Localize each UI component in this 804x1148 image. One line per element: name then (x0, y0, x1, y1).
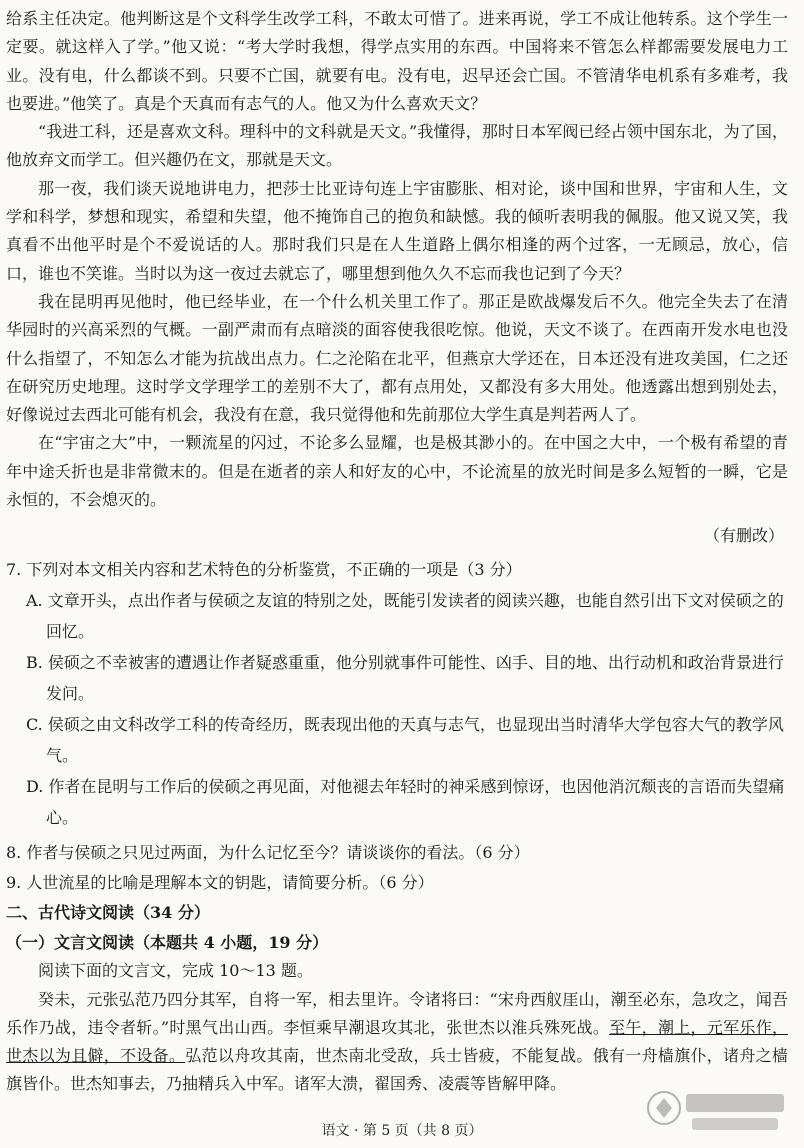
watermark-logo-icon (642, 1078, 792, 1142)
source-note: （有删改） (703, 526, 784, 546)
passage-paragraph-4: 我在昆明再见他时，他已经毕业，在一个什么机关里工作了。那正是欧战爆发后不久。他完全失去了在清华园时的兴高采烈的气概。一副严肃而有点暗淡的面容使我很吃惊。他说，天文不谈了。在西南开发水电也没什么指望了，不知怎么才能为抗战出点力。仁之沦陷在北平，但燕京大学还在，日本还没有进攻美国，仁之还在研究历史地理。这时学文学理学工的差别不大了，都有点用处，又都没有多大用处。他透露出想到别处去，好像说过去西北可能有机会，我没有在意，我只觉得他和先前那位大学生真是判若两人了。 (6, 291, 788, 425)
classical-text-part-1: 癸未，元张弘范乃四分其军，自将一军，相去里许。令诸将曰：“宋舟西舣厓山，潮至必东，急攻之，闻吾乐作乃战，违令者斩。”时黑气出山西。李恒乘早潮退攻其北，张世杰以淮兵殊死战。 (6, 989, 788, 1037)
subsection-heading-classical: （一）文言文阅读（本题共 4 小题，19 分） (6, 933, 329, 953)
question-7-stem: 7. 下列对本文相关内容和艺术特色的分析鉴赏，不正确的一项是（3 分） (6, 560, 522, 580)
question-7-option-c: C. 侯硕之由文科改学工科的传奇经历，既表现出他的天真与志气，也显现出当时清华大学包容大气的教学风气。 (26, 714, 784, 765)
reading-instruction: 阅读下面的文言文，完成 10～13 题。 (38, 961, 313, 981)
page-footer: 语文 · 第 5 页（共 8 页） (321, 1123, 483, 1139)
classical-text-part-2: 弘范以舟攻其南，世杰南北受敌，兵士皆疲，不能复战。俄有一舟樯旗仆，诸舟之樯旗皆仆。世杰知事去，乃抽精兵入中军。诸军大溃，翟国秀、凌震等皆解甲降。 (6, 1046, 788, 1094)
question-8: 8. 作者与侯硕之只见过两面，为什么记忆至今？请谈谈你的看法。（6 分） (6, 842, 530, 862)
question-7-option-b: B. 侯硕之不幸被害的遭遇让作者疑惑重重，他分别就事件可能性、凶手、目的地、出行动机和政治背景进行发问。 (26, 652, 784, 703)
question-7-option-a: A. 文章开头，点出作者与侯硕之友谊的特别之处，既能引发读者的阅读兴趣，也能自然引出下文对侯硕之的回忆。 (26, 590, 784, 641)
passage-paragraph-2: “我进工科，还是喜欢文科。理科中的文科就是天文。”我懂得，那时日本军阀已经占领中国东北，为了国，他放弃文而学工。但兴趣仍在文，那就是天文。 (6, 122, 788, 170)
section-heading-ancient: 二、古代诗文阅读（34 分） (6, 903, 210, 923)
passage-paragraph-3: 那一夜，我们谈天说地讲电力，把莎士比亚诗句连上宇宙膨胀、相对论，谈中国和世界，宇宙和人生，文学和科学，梦想和现实，希望和失望，他不掩饰自己的抱负和缺憾。我的倾听表明我的佩服。他又说又笑，我真看不出他平时是个不爱说话的人。那时我们只是在人生道路上偶尔相逢的两个过客，一无顾忌，放心，信口，谁也不笑谁。当时以为这一夜过去就忘了，哪里想到他久久不忘而我也记到了今天？ (6, 178, 788, 283)
passage-paragraph-1: 给系主任决定。他判断这是个文科学生改学工科，不敢太可惜了。进来再说，学工不成让他转系。这个学生一定要。就这样入了学。”他又说：“考大学时我想，得学点实用的东西。中国将来不管怎么样都需要发展电力工业。没有电，什么都谈不到。只要不亡国，就要有电。没有电，迟早还会亡国。不管清华电机系有多难考，我也要进。”他笑了。真是个天真而有志气的人。他又为什么喜欢天文？ (6, 9, 788, 113)
classical-underlined-sentence: 至午，潮上，元军乐作，世杰以为且僻，不设备。 (6, 1017, 788, 1066)
question-7-option-d: D. 作者在昆明与工作后的侯硕之再见面，对他褪去年轻时的神采感到惊讶，也因他消沉颓丧的言语而失望痛心。 (26, 776, 785, 827)
passage-paragraph-5: 在“宇宙之大”中，一颗流星的闪过，不论多么显耀，也是极其渺小的。在中国之大中，一个极有希望的青年中途夭折也是非常微末的。但是在逝者的亲人和好友的心中，不论流星的放光时间是多么短暂的一瞬，它是永恒的，不会熄灭的。 (6, 433, 788, 510)
question-9: 9. 人世流星的比喻是理解本文的钥匙，请简要分析。（6 分） (6, 872, 434, 892)
